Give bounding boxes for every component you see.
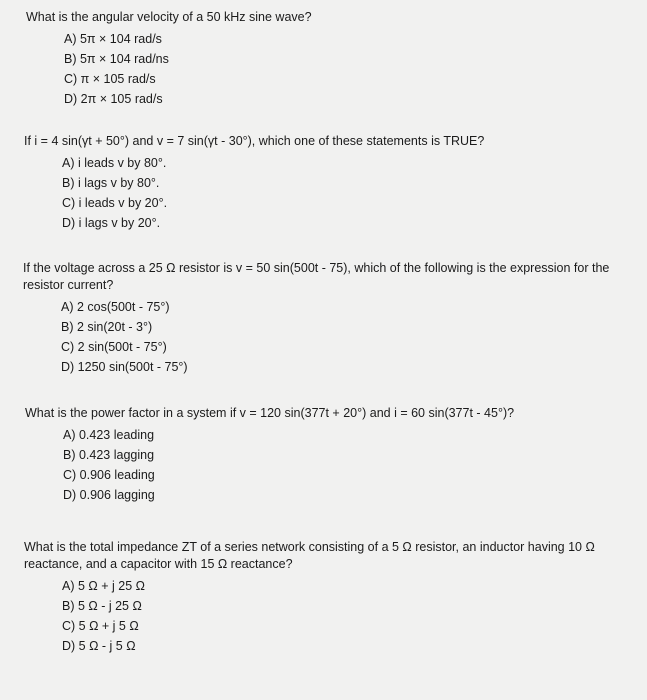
- option-c: C) 0.906 leading: [63, 468, 155, 482]
- option-c: C) 2 sin(500t - 75°): [61, 340, 167, 354]
- question-stem: What is the total impedance ZT of a series network consisting of a 5 Ω resistor, an inductor having 10 Ω reactance, and a capacitor with 15 Ω reactance?: [24, 540, 599, 571]
- option-c: C) 5 Ω + j 5 Ω: [62, 619, 139, 633]
- question-stem: What is the angular velocity of a 50 kHz sine wave?: [26, 10, 312, 24]
- option-a: A) 5 Ω + j 25 Ω: [62, 579, 145, 593]
- option-a: A) 0.423 leading: [63, 428, 155, 442]
- question-3: [23, 260, 643, 377]
- answer-options: [24, 153, 644, 233]
- option-b: B) 0.423 lagging: [63, 448, 155, 462]
- option-d: D) 5 Ω - j 5 Ω: [62, 639, 136, 653]
- option-b: B) 5 Ω - j 25 Ω: [62, 599, 142, 613]
- answer-options: [24, 576, 644, 656]
- option-c: C) i leads v by 20°.: [62, 196, 168, 210]
- answer-options: [26, 29, 646, 109]
- answer-options: [23, 297, 643, 377]
- question-stem: What is the power factor in a system if v = 120 sin(377t + 20°) and i = 60 sin(377t - 45°)?: [25, 406, 515, 420]
- question-5: [24, 539, 644, 656]
- option-a: A) i leads v by 80°.: [62, 156, 167, 170]
- option-a: A) 2 cos(500t - 75°): [61, 300, 170, 314]
- option-c: C) π × 105 rad/s: [64, 72, 156, 86]
- option-b: B) i lags v by 80°.: [62, 176, 160, 190]
- option-d: D) i lags v by 20°.: [62, 216, 161, 230]
- question-stem: If i = 4 sin(γt + 50°) and v = 7 sin(γt - 30°), which one of these statements is TRUE?: [24, 134, 485, 148]
- option-d: D) 1250 sin(500t - 75°): [61, 360, 188, 374]
- question-2: [24, 133, 644, 233]
- question-4: [25, 405, 645, 505]
- answer-options: [25, 425, 645, 505]
- option-d: D) 0.906 lagging: [63, 488, 155, 502]
- question-stem: If the voltage across a 25 Ω resistor is v = 50 sin(500t - 75), which of the following is the expression for the resistor current?: [23, 261, 613, 292]
- question-1: [26, 9, 646, 109]
- option-b: B) 2 sin(20t - 3°): [61, 320, 153, 334]
- option-b: B) 5π × 104 rad/ns: [64, 52, 169, 66]
- option-a: A) 5π × 104 rad/s: [64, 32, 162, 46]
- option-d: D) 2π × 105 rad/s: [64, 92, 163, 106]
